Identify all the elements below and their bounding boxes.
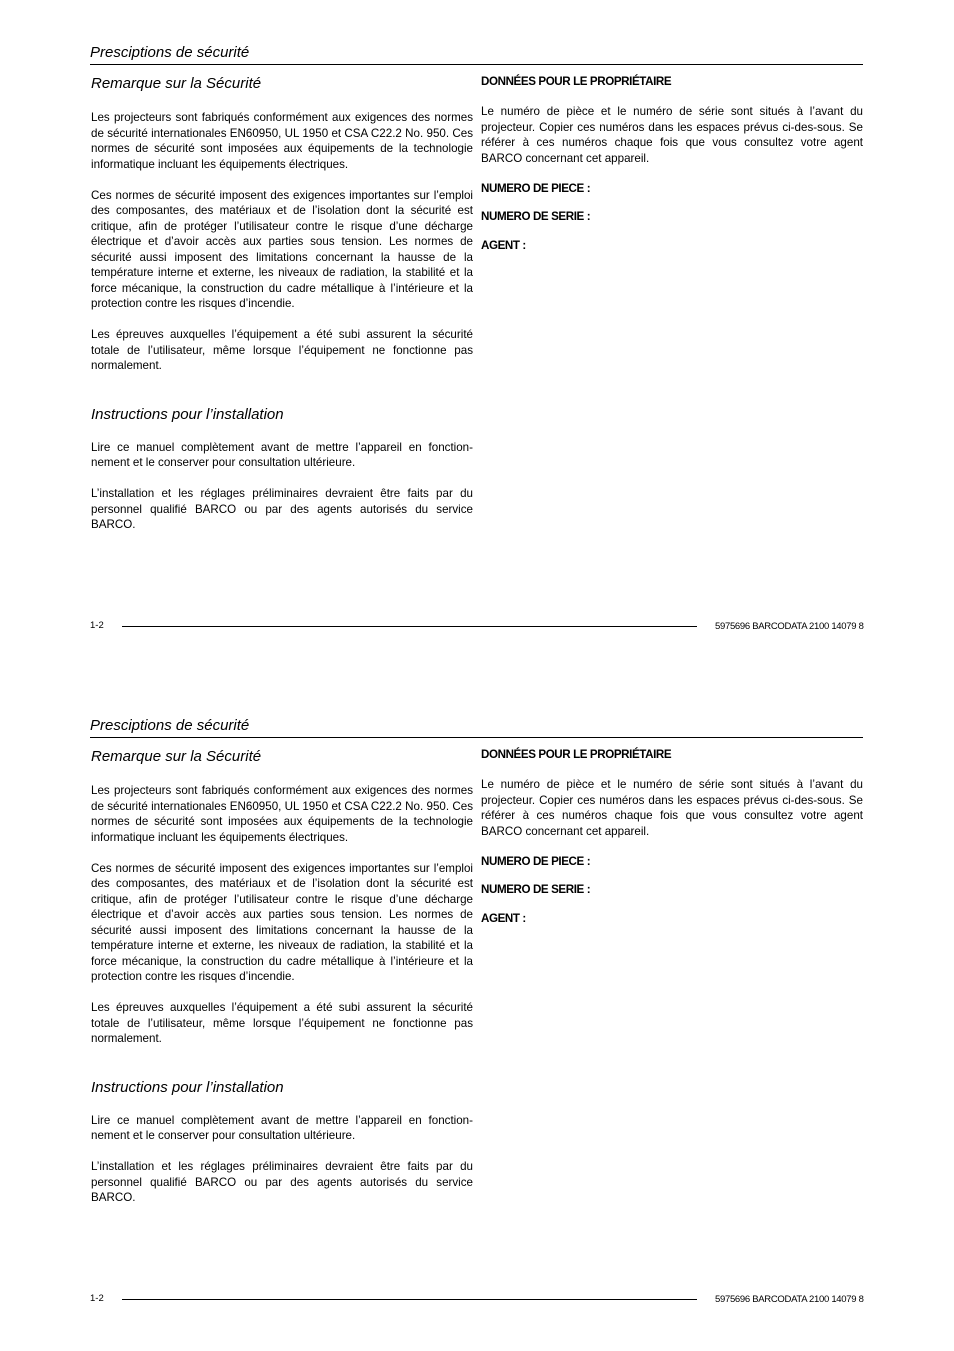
safety-remark-title: Remarque sur la Sécurité [91,748,262,765]
document-page-2 [0,673,954,1346]
installation-title: Instructions pour l’installation [91,1078,284,1096]
document-page-1 [0,0,954,673]
agent-label: AGENT : [481,238,526,252]
installation-paragraph: L’installation et les réglages préliminaires devraient être faits par du personnel qualifié BARCO ou par des agents autorisés du service BARCO. [91,487,473,531]
owner-paragraph: Le numéro de pièce et le numéro de série sont situés à l’avant du projecteur. Copier ces numéros dans les espaces prévus ci-des-sous. Se référer à ces numéros chaque fois que vous consultez votre agent BARCO concernant cet appareil. [481,778,863,838]
safety-paragraph: Les épreuves auxquelles l’équipement a été subi assurent la sécurité totale de l’utilisateur, même lorsque l’équipement ne fonctionne pas normalement. [91,328,473,372]
installation-paragraph: Lire ce manuel complètement avant de mettre l’appareil en fonction-nement et le conserver pour consultation ultérieure. [91,1113,473,1142]
footer-doc-code: 5975696 BARCODATA 2100 14079 8 [715,1294,864,1305]
page-header-title: Presciptions de sécurité [90,44,250,61]
left-column [91,747,473,1221]
safety-paragraph: Ces normes de sécurité imposent des exigences importantes sur l’emploi des composantes, des matériaux et de l’isolation dont la sécurité est critique, afin de protéger l’utilisateur contre le risque d’une décharge électrique et d’avoir accès aux parties sous tension. Les normes de sécurité aussi imposent des limitations concernant la hausse de la température interne et externe, les niveaux de radiation, la stabilité et la force mécanique, la construction du cadre métallique à l’intérieure et la protection contre les risques d’incendie. [91,861,473,983]
right-column [481,74,863,267]
footer-rule [122,626,697,627]
footer-page-number: 1-2 [90,1293,104,1304]
owner-data-title: DONNÉES POUR LE PROPRIÉTAIRE [481,75,672,88]
footer-rule [122,1299,697,1300]
safety-paragraph: Les projecteurs sont fabriqués conformément aux exigences des normes de sécurité internationales EN60950, UL 1950 et CSA C22.2 No. 950. Ces normes de sécurité sont imposées aux équipements de la technologie informatique incluant les équipements électriques. [91,784,473,844]
part-number-label: NUMERO DE PIECE : [481,854,591,868]
part-number-label: NUMERO DE PIECE : [481,181,591,195]
left-column [91,74,473,548]
serial-number-label: NUMERO DE SERIE : [481,210,591,223]
safety-remark-title: Remarque sur la Sécurité [91,75,262,92]
owner-paragraph: Le numéro de pièce et le numéro de série sont situés à l’avant du projecteur. Copier ces numéros dans les espaces prévus ci-des-sous. Se référer à ces numéros chaque fois que vous consultez votre agent BARCO concernant cet appareil. [481,105,863,165]
agent-label: AGENT : [481,911,526,925]
owner-data-title: DONNÉES POUR LE PROPRIÉTAIRE [481,748,672,761]
installation-paragraph: Lire ce manuel complètement avant de mettre l’appareil en fonction-nement et le conserver pour consultation ultérieure. [91,440,473,469]
header-rule [90,64,863,65]
installation-paragraph: L’installation et les réglages préliminaires devraient être faits par du personnel qualifié BARCO ou par des agents autorisés du service BARCO. [91,1160,473,1204]
installation-title: Instructions pour l’installation [91,405,284,423]
right-column [481,747,863,940]
safety-paragraph: Ces normes de sécurité imposent des exigences importantes sur l’emploi des composantes, des matériaux et de l’isolation dont la sécurité est critique, afin de protéger l’utilisateur contre le risque d’une décharge électrique et d’avoir accès aux parties sous tension. Les normes de sécurité aussi imposent des limitations concernant la hausse de la température interne et externe, les niveaux de radiation, la stabilité et la force mécanique, la construction du cadre métallique à l’intérieure et la protection contre les risques d’incendie. [91,188,473,310]
safety-paragraph: Les projecteurs sont fabriqués conformément aux exigences des normes de sécurité internationales EN60950, UL 1950 et CSA C22.2 No. 950. Ces normes de sécurité sont imposées aux équipements de la technologie informatique incluant les équipements électriques. [91,111,473,171]
header-rule [90,737,863,738]
safety-paragraph: Les épreuves auxquelles l’équipement a été subi assurent la sécurité totale de l’utilisateur, même lorsque l’équipement ne fonctionne pas normalement. [91,1001,473,1045]
footer-page-number: 1-2 [90,620,104,631]
footer-doc-code: 5975696 BARCODATA 2100 14079 8 [715,621,864,632]
page-header-title: Presciptions de sécurité [90,717,250,734]
serial-number-label: NUMERO DE SERIE : [481,883,591,896]
